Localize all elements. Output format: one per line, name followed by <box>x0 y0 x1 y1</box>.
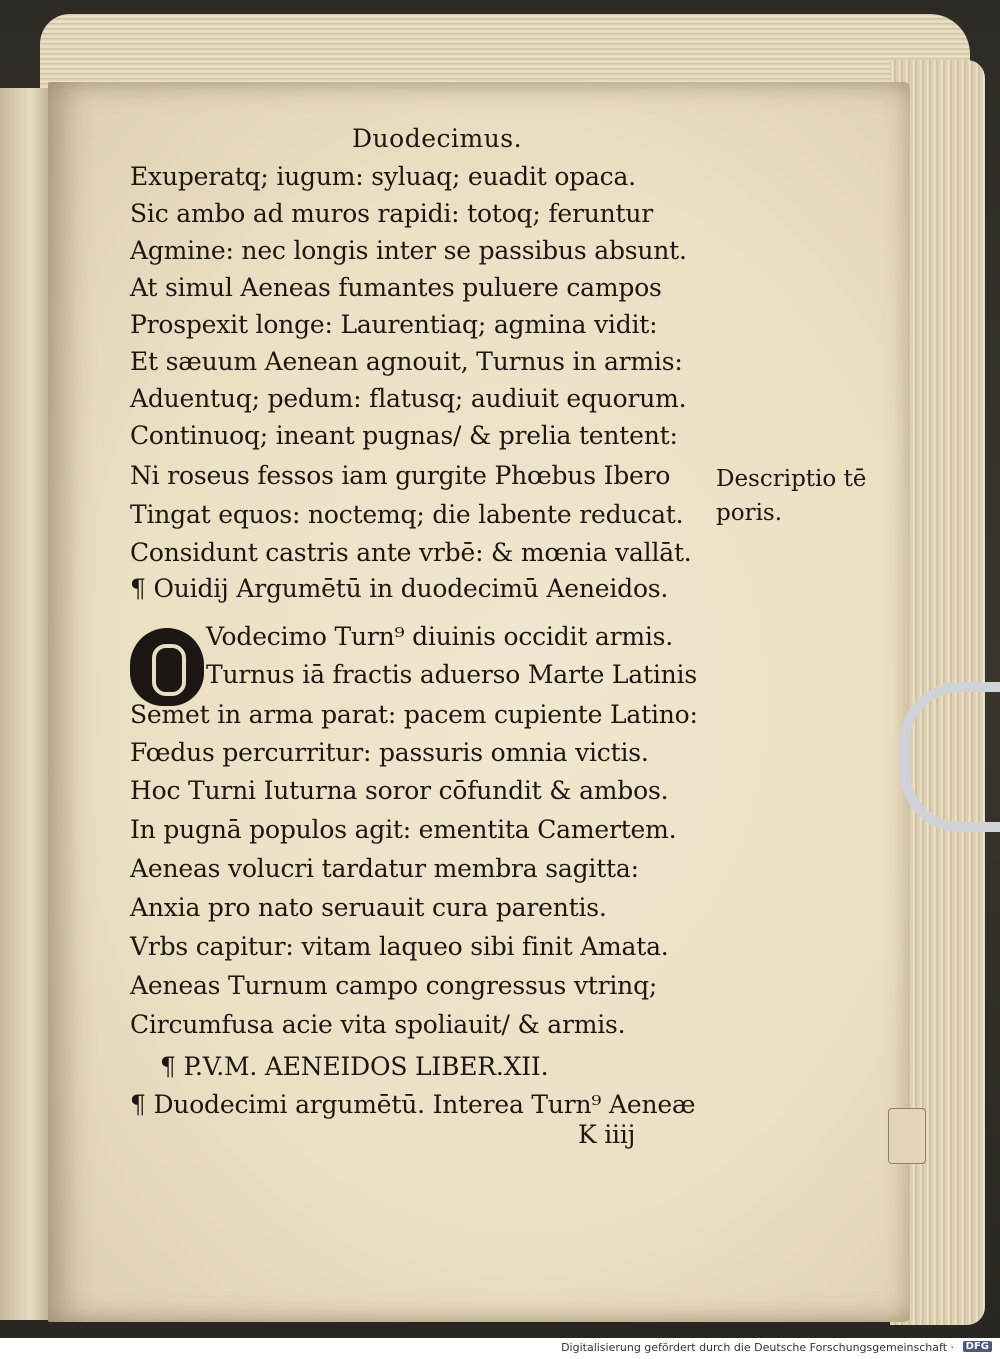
signature-mark: K iiij <box>578 1120 636 1149</box>
dfg-logo: DFG <box>963 1341 992 1352</box>
text-line: Ni roseus fessos iam gurgite Phœbus Ibero <box>130 461 671 490</box>
decorated-initial-letter <box>130 628 204 706</box>
text-line: Prospexit longe: Laurentiaq; agmina vidit: <box>130 310 658 339</box>
text-line: Considunt castris ante vrbē: & mœnia vallāt. <box>130 538 692 567</box>
running-head: Duodecimus. <box>352 124 523 153</box>
text-line: At simul Aeneas fumantes puluere campos <box>130 273 662 302</box>
marginal-note: poris. <box>716 500 783 526</box>
text-line: Agmine: nec longis inter se passibus absunt. <box>130 236 687 265</box>
text-line: Exuperatq; iugum: syluaq; euadit opaca. <box>130 162 636 191</box>
book-title-heading: ¶ P.V.M. AENEIDOS LIBER.XII. <box>160 1052 549 1081</box>
text-line: Vrbs capitur: vitam laqueo sibi finit Amata. <box>130 932 669 961</box>
page-clip <box>900 682 1000 832</box>
text-line: Aduentuq; pedum: flatusq; audiuit equorum. <box>130 384 687 413</box>
text-line: Fœdus percurritur: passuris omnia victis. <box>130 738 649 767</box>
text-line: Semet in arma parat: pacem cupiente Latino: <box>130 700 698 729</box>
text-line: ¶ Duodecimi argumētū. Interea Turn⁹ Aeneæ <box>130 1090 696 1119</box>
text-line: Continuoq; ineant pugnas/ & prelia tentent: <box>130 421 678 450</box>
marginal-note: Descriptio tē <box>716 466 867 492</box>
text-line: Hoc Turni Iuturna soror cōfundit & ambos. <box>130 776 669 805</box>
text-line: Sic ambo ad muros rapidi: totoq; feruntur <box>130 199 654 228</box>
facing-page-edge <box>0 88 54 1320</box>
footer-bar <box>0 1338 1000 1359</box>
text-line: In pugnā populos agit: ementita Camertem. <box>130 815 677 844</box>
text-line: Et sæuum Aenean agnouit, Turnus in armis: <box>130 347 683 376</box>
argument-heading: ¶ Ouidij Argumētū in duodecimū Aeneidos. <box>130 574 669 603</box>
page-tab <box>888 1108 926 1164</box>
text-line: Aeneas Turnum campo congressus vtrinq; <box>130 971 658 1000</box>
text-line: Tingat equos: noctemq; die labente reducat. <box>130 500 684 529</box>
text-line: Aeneas volucri tardatur membra sagitta: <box>130 854 639 883</box>
text-line: Circumfusa acie vita spoliauit/ & armis. <box>130 1010 626 1039</box>
footer-credit: Digitalisierung gefördert durch die Deutsche Forschungsgemeinschaft · <box>561 1341 954 1354</box>
text-line: Turnus iā fractis aduerso Marte Latinis <box>206 660 697 689</box>
text-line: Anxia pro nato seruauit cura parentis. <box>130 893 607 922</box>
text-line: Vodecimo Turn⁹ diuinis occidit armis. <box>206 622 674 651</box>
